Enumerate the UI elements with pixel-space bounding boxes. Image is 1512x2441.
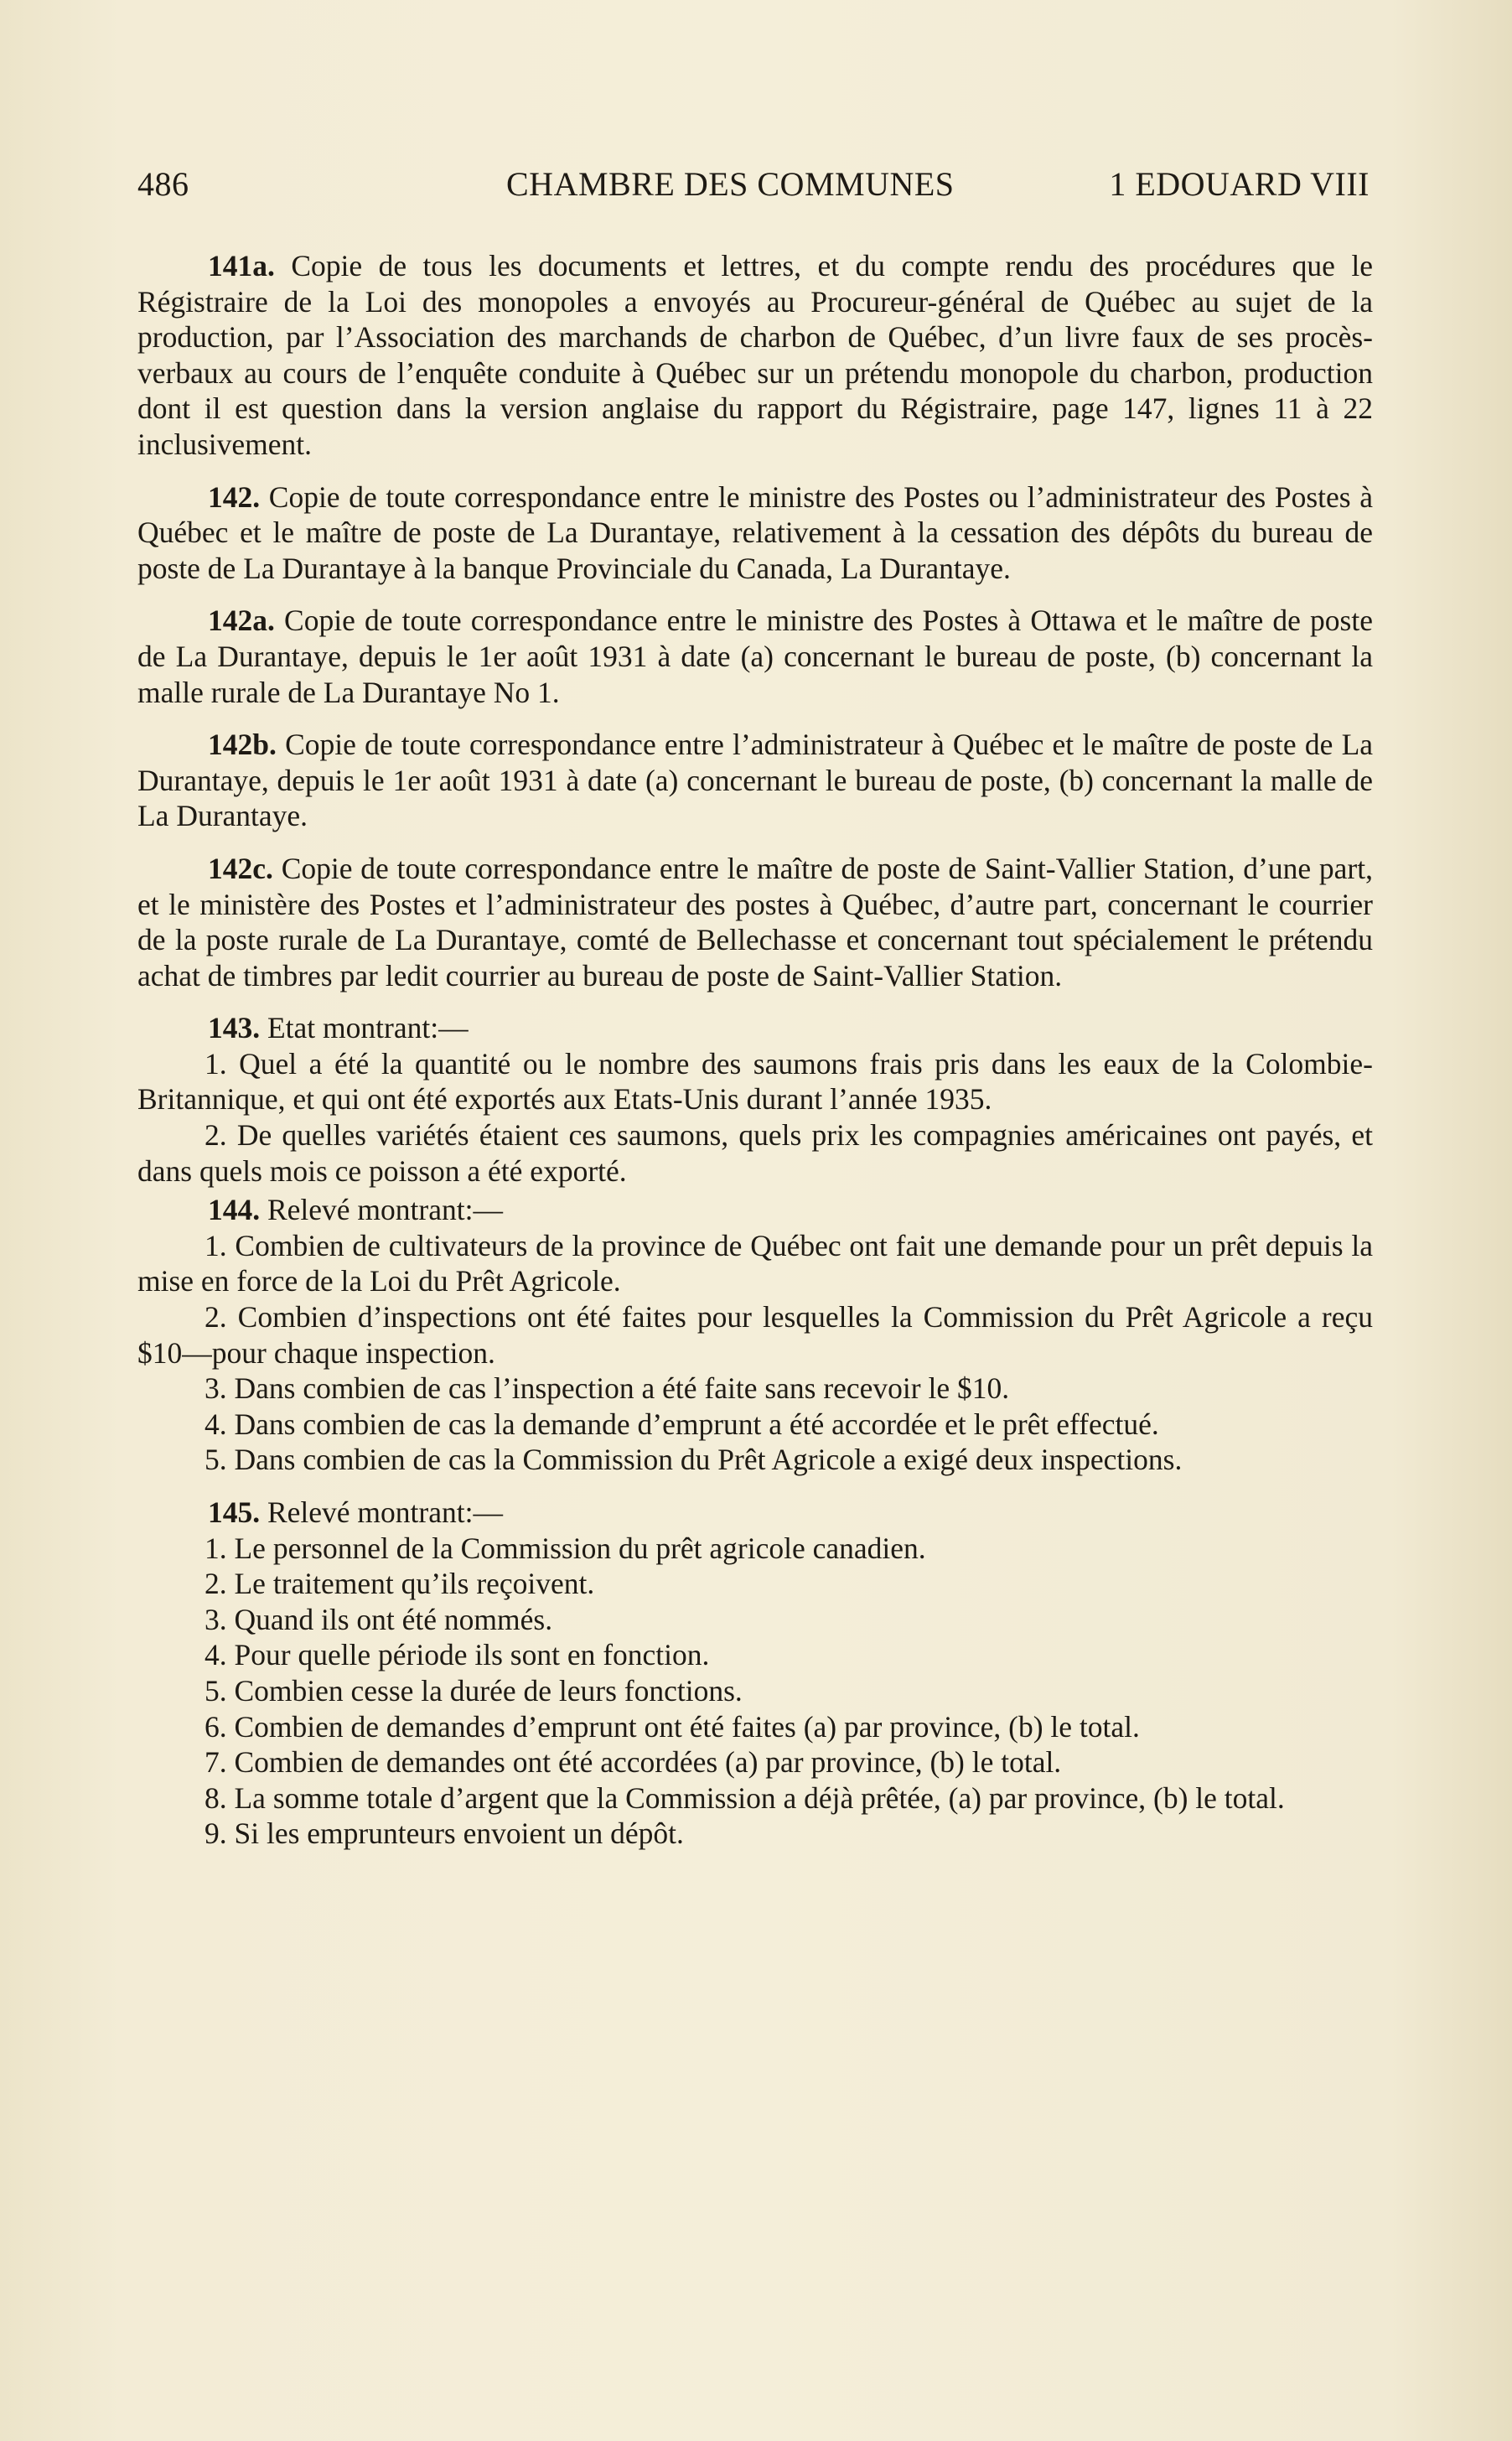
entry-142b	[137, 727, 1373, 834]
entry-142	[137, 479, 1373, 587]
entry-number: 142a.	[208, 604, 275, 638]
entry-paragraph	[137, 603, 1373, 710]
list-item: 2. De quelles variétés étaient ces saumons, quels prix les compagnies américaines ont payés, et dans quels mois ce poisson a été exporté.	[137, 1118, 1373, 1188]
entry-141a	[137, 248, 1373, 463]
list-item: 8. La somme totale d’argent que la Commission a déjà prêtée, (a) par province, (b) le total.	[205, 1780, 1285, 1815]
entry-paragraph	[137, 1192, 1373, 1228]
list-item: 3. Quand ils ont été nommés.	[205, 1602, 553, 1636]
entry-142c	[137, 851, 1373, 993]
entry-number: 142c.	[208, 851, 273, 885]
entry-text: Copie de toute correspondance entre le maître de poste de Saint-Vallier Station, d’une part, et le ministère des Postes et l’administrateur des postes à Québec, d’autre part, concernant le courrier de la poste rurale de La Durantaye, comté de Bellechasse et concernant tout spécialement le prétendu achat de timbres par ledit courrier au bureau de poste de Saint-Vallier Station.	[137, 851, 1373, 992]
entry-144	[137, 1192, 1373, 1478]
list-item: 2. Combien d’inspections ont été faites pour lesquelles la Commission du Prêt Agricole a reçu $10—pour chaque inspection.	[137, 1300, 1373, 1370]
entry-number: 141a.	[208, 249, 275, 282]
header-regnal-year: 1 EDOUARD VIII	[1109, 165, 1370, 203]
running-header	[137, 164, 1370, 211]
list-item: 1. Le personnel de la Commission du prêt agricole canadien.	[205, 1531, 926, 1565]
entry-text: Etat montrant:—	[267, 1011, 469, 1045]
entry-number: 145.	[208, 1495, 261, 1529]
page-number: 486	[137, 165, 189, 203]
entry-142a	[137, 603, 1373, 710]
entry-paragraph	[137, 727, 1373, 834]
entry-143	[137, 1010, 1373, 1189]
entry-number: 142.	[208, 479, 261, 514]
entry-text: Copie de toute correspondance entre le ministre des Postes ou l’administrateur des Postes à Québec et le maître de poste de La Durantaye, relativement à la cessation des dépôts du bureau de poste de La Durantaye à la banque Provinciale du Canada, La Durantaye.	[137, 479, 1374, 585]
list-item: 6. Combien de demandes d’emprunt ont été faites (a) par province, (b) le total.	[205, 1709, 1140, 1744]
header-title: CHAMBRE DES COMMUNES	[506, 165, 955, 203]
list-item: 5. Dans combien de cas la Commission du Prêt Agricole a exigé deux inspections.	[205, 1443, 1183, 1477]
entry-paragraph	[137, 851, 1373, 993]
entry-text: Copie de toute correspondance entre l’administrateur à Québec et le maître de poste de La Durantaye, depuis le 1er août 1931 à date (a) concernant le bureau de poste, (b) concernant la malle de La Durantaye.	[137, 728, 1374, 833]
entry-paragraph	[137, 1495, 1373, 1531]
entry-paragraph	[137, 248, 1373, 463]
list-item: 4. Dans combien de cas la demande d’emprunt a été accordée et le prêt effectué.	[205, 1407, 1159, 1441]
entry-text: Copie de toute correspondance entre le ministre des Postes à Ottawa et le maître de poste de La Durantaye, depuis le 1er août 1931 à date (a) concernant le bureau de poste, (b) concernant la malle rurale de La Durantaye No 1.	[137, 604, 1373, 709]
list-item: 4. Pour quelle période ils sont en fonction.	[205, 1638, 710, 1672]
entry-number: 143.	[208, 1011, 261, 1045]
list-item: 9. Si les emprunteurs envoient un dépôt.	[205, 1816, 684, 1851]
entry-text: Copie de tous les documents et lettres, et du compte rendu des procédures que le Régistraire de la Loi des monopoles a envoyés au Procureur-général de Québec au sujet de la production, par l’Association des marchands de charbon de Québec, d’un livre faux de ses procès-verbaux au cours de l’enquête conduite à Québec sur un prétendu monopole du charbon, production dont il est question dans la version anglaise du rapport du Régistraire, page 147, lignes 11 à 22 inclusivement.	[137, 249, 1373, 461]
list-item: 7. Combien de demandes ont été accordées (a) par province, (b) le total.	[205, 1745, 1062, 1780]
entry-paragraph	[137, 1010, 1373, 1046]
entry-number: 144.	[208, 1193, 261, 1227]
entry-number: 142b.	[208, 728, 277, 762]
list-item: 1. Combien de cultivateurs de la province de Québec ont fait une demande pour un prêt depuis la mise en force de la Loi du Prêt Agricole.	[137, 1228, 1373, 1298]
entry-paragraph	[137, 479, 1373, 587]
entry-text: Relevé montrant:—	[267, 1193, 503, 1227]
list-item: 2. Le traitement qu’ils reçoivent.	[205, 1567, 595, 1601]
entry-145	[137, 1495, 1373, 1852]
list-item: 3. Dans combien de cas l’inspection a été faite sans recevoir le $10.	[205, 1371, 1010, 1406]
document-body	[137, 248, 1373, 1868]
list-item: 5. Combien cesse la durée de leurs fonctions.	[205, 1673, 743, 1708]
entry-text: Relevé montrant:—	[267, 1495, 503, 1529]
list-item: 1. Quel a été la quantité ou le nombre des saumons frais pris dans les eaux de la Colombie-Britannique, et qui ont été exportés aux Etats-Unis durant l’année 1935.	[137, 1046, 1373, 1117]
